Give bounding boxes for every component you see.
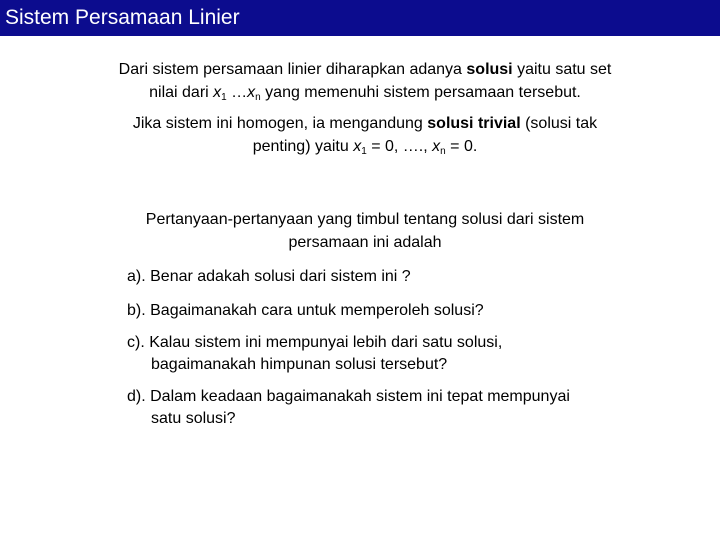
text-segment: = 0. (445, 138, 478, 155)
variable-x: x (247, 84, 256, 101)
subscript-1: 1 (221, 92, 227, 103)
text-segment: nilai dari (149, 84, 214, 101)
bold-term-solusi-trivial: solusi trivial (427, 115, 521, 132)
paragraph-trivial-solution (60, 112, 670, 158)
question-text: d). Dalam keadaan bagaimanakah sistem ini tepat mempunyai (127, 388, 570, 405)
text-segment: Jika sistem ini homogen, ia mengandung (132, 115, 428, 132)
question-item-b (127, 300, 657, 322)
text-segment: (solusi tak (520, 115, 598, 132)
question-item-a (127, 266, 657, 288)
text-segment: yaitu satu set (512, 61, 612, 78)
subscript-n: n (255, 92, 261, 103)
subscript-n: n (440, 146, 446, 157)
text-segment: penting) yaitu (252, 138, 354, 155)
text-line: persamaan ini adalah (288, 234, 442, 251)
bold-term-solusi: solusi (466, 61, 513, 78)
text-segment: … (226, 84, 248, 101)
slide-title: Sistem Persamaan Linier (5, 6, 240, 29)
text-segment: = 0, …., (366, 138, 433, 155)
paragraph-solusi-definition (60, 58, 670, 104)
question-text-continuation: bagaimanakah himpunan solusi tersebut? (151, 356, 448, 373)
title-bar (0, 0, 720, 36)
question-text: b). Bagaimanakah cara untuk memperoleh solusi? (127, 302, 484, 319)
variable-x: x (353, 138, 362, 155)
question-item-c (127, 332, 657, 376)
question-text: c). Kalau sistem ini mempunyai lebih dari satu solusi, (127, 334, 503, 351)
question-item-d (127, 386, 657, 430)
subscript-1: 1 (361, 146, 367, 157)
text-segment: Dari sistem persamaan linier diharapkan adanya (118, 61, 467, 78)
paragraph-questions-intro (90, 208, 640, 254)
text-segment: yang memenuhi sistem persamaan tersebut. (260, 84, 581, 101)
question-text: a). Benar adakah solusi dari sistem ini ? (127, 268, 411, 285)
variable-x: x (213, 84, 222, 101)
variable-x: x (432, 138, 441, 155)
question-text-continuation: satu solusi? (151, 410, 236, 427)
text-line: Pertanyaan-pertanyaan yang timbul tentang solusi dari sistem (145, 211, 585, 228)
